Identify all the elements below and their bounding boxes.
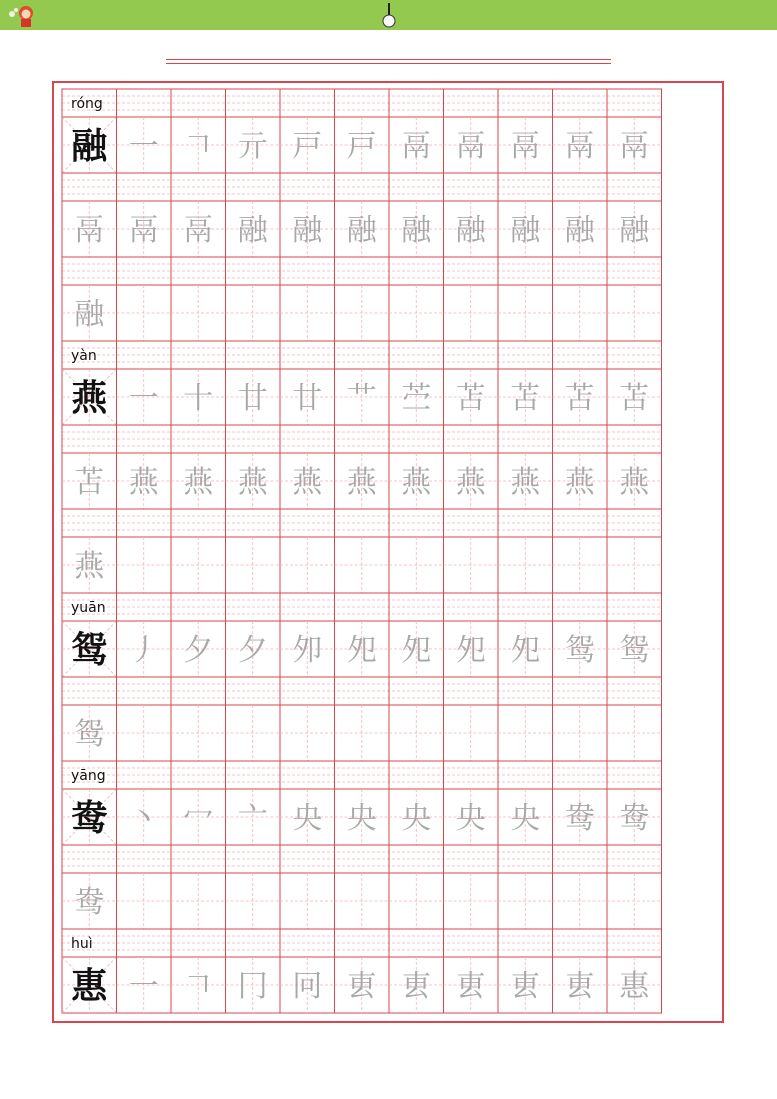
stroke-order-step: 夗 — [510, 633, 541, 668]
stroke-order-step: 一 — [128, 129, 159, 164]
tianzige-cell[interactable] — [171, 537, 226, 593]
stroke-order-step: 融 — [74, 297, 105, 332]
stroke-order-step: 亓 — [237, 129, 268, 164]
stroke-order-step: 燕 — [564, 465, 595, 500]
pinyin-label: huì — [71, 936, 93, 952]
pinyin-band-border — [62, 677, 662, 705]
tianzige-cell[interactable] — [171, 621, 226, 677]
pinyin-band-border — [62, 761, 662, 789]
tianzige-cell[interactable] — [389, 201, 444, 257]
tianzige-cell[interactable] — [335, 705, 390, 761]
tianzige-cell[interactable] — [498, 201, 553, 257]
tianzige-cell[interactable] — [117, 621, 172, 677]
pinyin-band-border — [62, 257, 662, 285]
stroke-order-step: 燕 — [455, 465, 486, 500]
stroke-order-step: 苫 — [619, 381, 650, 416]
tianzige-grid — [54, 83, 722, 1021]
tianzige-cell[interactable] — [62, 873, 117, 929]
stroke-order-step: 鬲 — [74, 213, 105, 248]
tianzige-cell[interactable] — [226, 789, 281, 845]
model-character: 燕 — [71, 378, 108, 419]
stroke-order-step: 夗 — [401, 633, 432, 668]
tianzige-cell[interactable] — [226, 201, 281, 257]
tianzige-cell[interactable] — [607, 369, 662, 425]
character-row — [62, 621, 662, 677]
pinyin-label: yuān — [71, 600, 106, 616]
tianzige-cell[interactable] — [444, 789, 499, 845]
tianzige-cell[interactable] — [498, 789, 553, 845]
tianzige-cell[interactable] — [607, 621, 662, 677]
stroke-order-step: 央 — [292, 801, 323, 836]
tianzige-cell[interactable] — [444, 369, 499, 425]
tianzige-cell[interactable] — [335, 285, 390, 341]
pinyin-band-border — [62, 929, 662, 957]
tianzige-cell[interactable] — [553, 369, 608, 425]
tianzige-cell[interactable] — [389, 369, 444, 425]
stroke-order-step: 燕 — [237, 465, 268, 500]
tianzige-cell[interactable] — [62, 537, 117, 593]
tianzige-cell[interactable] — [280, 537, 335, 593]
stroke-order-step: 融 — [455, 213, 486, 248]
cartoon-girl-icon — [6, 4, 36, 28]
stroke-order-step: 燕 — [619, 465, 650, 500]
tianzige-cell[interactable] — [226, 537, 281, 593]
tianzige-cell[interactable] — [389, 705, 444, 761]
tianzige-cell[interactable] — [607, 705, 662, 761]
stroke-order-step: 融 — [401, 213, 432, 248]
tianzige-cell[interactable] — [498, 957, 553, 1013]
tianzige-cell[interactable] — [62, 705, 117, 761]
stroke-order-step: 燕 — [346, 465, 377, 500]
tianzige-cell[interactable] — [226, 705, 281, 761]
tianzige-cell[interactable] — [607, 537, 662, 593]
pinyin-band — [62, 425, 662, 453]
character-row — [62, 873, 662, 929]
tianzige-cell[interactable] — [117, 789, 172, 845]
tianzige-cell[interactable] — [553, 957, 608, 1013]
stroke-order-step: 央 — [401, 801, 432, 836]
tianzige-cell[interactable] — [389, 957, 444, 1013]
tianzige-cell[interactable] — [117, 957, 172, 1013]
tianzige-cell[interactable] — [280, 789, 335, 845]
tianzige-cell[interactable] — [335, 621, 390, 677]
tianzige-cell[interactable] — [389, 873, 444, 929]
stroke-order-step: 廿 — [237, 381, 268, 416]
stroke-order-step: 叀 — [346, 969, 377, 1004]
stroke-order-step: 廿 — [292, 381, 323, 416]
stroke-order-step: 央 — [455, 801, 486, 836]
pinyin-label: yāng — [71, 768, 106, 784]
tianzige-cell[interactable] — [171, 285, 226, 341]
tianzige-cell[interactable] — [335, 369, 390, 425]
pinyin-band-border — [62, 593, 662, 621]
tianzige-cell[interactable] — [553, 201, 608, 257]
stroke-order-step: 鬲 — [564, 129, 595, 164]
pinyin-label: yàn — [71, 348, 97, 364]
stroke-order-step: 丶 — [128, 801, 159, 836]
stroke-order-step: 夘 — [292, 633, 323, 668]
tianzige-cell[interactable] — [280, 453, 335, 509]
stroke-order-step: 冂 — [237, 969, 268, 1004]
stroke-order-step: 燕 — [128, 465, 159, 500]
pinyin-band — [62, 509, 662, 537]
stroke-order-step: 𠃍 — [183, 129, 214, 164]
pinyin-band — [62, 341, 662, 369]
tianzige-cell[interactable] — [226, 369, 281, 425]
character-row — [62, 705, 662, 761]
stroke-order-step: 叀 — [401, 969, 432, 1004]
tianzige-cell[interactable] — [553, 789, 608, 845]
tianzige-cell[interactable] — [226, 117, 281, 173]
tianzige-cell[interactable] — [62, 285, 117, 341]
tianzige-cell[interactable] — [553, 453, 608, 509]
tianzige-cell[interactable] — [62, 789, 117, 845]
stroke-order-step: 苫 — [510, 381, 541, 416]
tianzige-cell[interactable] — [171, 117, 226, 173]
tianzige-cell[interactable] — [498, 873, 553, 929]
tianzige-cell[interactable] — [607, 957, 662, 1013]
pinyin-band — [62, 593, 662, 621]
stroke-order-step: 戸 — [346, 129, 377, 164]
title-rule-top — [166, 59, 611, 60]
character-row — [62, 789, 662, 845]
tianzige-cell[interactable] — [117, 453, 172, 509]
stroke-order-step: 鸯 — [74, 885, 105, 920]
pinyin-band-border — [62, 341, 662, 369]
character-row — [62, 369, 662, 425]
tianzige-cell[interactable] — [226, 957, 281, 1013]
tianzige-cell[interactable] — [280, 957, 335, 1013]
tianzige-cell[interactable] — [335, 117, 390, 173]
character-row — [62, 537, 662, 593]
stroke-order-step: 夕 — [237, 633, 268, 668]
stroke-order-step: 鸳 — [619, 633, 650, 668]
tianzige-cell[interactable] — [280, 117, 335, 173]
tianzige-cell[interactable] — [607, 789, 662, 845]
tianzige-cell[interactable] — [389, 453, 444, 509]
tianzige-cell[interactable] — [335, 453, 390, 509]
stroke-order-step: 鸳 — [74, 717, 105, 752]
tianzige-cell[interactable] — [171, 201, 226, 257]
tianzige-cell[interactable] — [444, 957, 499, 1013]
tianzige-cell[interactable] — [280, 873, 335, 929]
top-banner — [0, 0, 777, 30]
pushpin-icon — [382, 3, 396, 29]
tianzige-cell[interactable] — [171, 957, 226, 1013]
stroke-order-step: 冋 — [292, 969, 323, 1004]
tianzige-cell[interactable] — [607, 453, 662, 509]
tianzige-cell[interactable] — [607, 285, 662, 341]
practice-sheet — [52, 81, 724, 1023]
pinyin-band — [62, 257, 662, 285]
tianzige-cell[interactable] — [280, 285, 335, 341]
tianzige-cell[interactable] — [335, 873, 390, 929]
stroke-order-step: 鸳 — [564, 633, 595, 668]
stroke-order-step: 燕 — [292, 465, 323, 500]
tianzige-cell[interactable] — [444, 117, 499, 173]
tianzige-cell[interactable] — [498, 369, 553, 425]
tianzige-cell[interactable] — [171, 705, 226, 761]
stroke-order-step: 融 — [237, 213, 268, 248]
tianzige-cell[interactable] — [62, 117, 117, 173]
tianzige-cell[interactable] — [498, 285, 553, 341]
model-character: 鸯 — [71, 798, 108, 839]
stroke-order-step: 鬲 — [128, 213, 159, 248]
tianzige-cell[interactable] — [607, 873, 662, 929]
model-character: 鸳 — [71, 630, 108, 671]
tianzige-cell[interactable] — [62, 957, 117, 1013]
tianzige-cell[interactable] — [553, 705, 608, 761]
stroke-order-step: 叀 — [455, 969, 486, 1004]
stroke-order-step: 苫 — [455, 381, 486, 416]
stroke-order-step: 融 — [292, 213, 323, 248]
stroke-order-step: 燕 — [510, 465, 541, 500]
stroke-order-step: 鬲 — [183, 213, 214, 248]
pinyin-band — [62, 89, 662, 117]
tianzige-cell[interactable] — [444, 285, 499, 341]
tianzige-cell[interactable] — [171, 369, 226, 425]
title-rule-bottom — [166, 63, 611, 64]
tianzige-cell[interactable] — [62, 621, 117, 677]
tianzige-cell[interactable] — [389, 537, 444, 593]
tianzige-cell[interactable] — [280, 705, 335, 761]
tianzige-cell[interactable] — [498, 453, 553, 509]
pinyin-band — [62, 845, 662, 873]
tianzige-cell[interactable] — [117, 285, 172, 341]
stroke-order-step: 鬲 — [510, 129, 541, 164]
tianzige-cell[interactable] — [389, 621, 444, 677]
stroke-order-step: 燕 — [401, 465, 432, 500]
stroke-order-step: 鬲 — [455, 129, 486, 164]
tianzige-cell[interactable] — [117, 369, 172, 425]
stroke-order-step: 叀 — [564, 969, 595, 1004]
pinyin-band-border — [62, 509, 662, 537]
tianzige-cell[interactable] — [171, 453, 226, 509]
tianzige-cell[interactable] — [117, 537, 172, 593]
stroke-order-step: 惠 — [619, 969, 650, 1004]
tianzige-cell[interactable] — [553, 117, 608, 173]
stroke-order-step: 央 — [510, 801, 541, 836]
tianzige-cell[interactable] — [280, 369, 335, 425]
tianzige-cell[interactable] — [444, 453, 499, 509]
stroke-order-step: 央 — [346, 801, 377, 836]
pinyin-band — [62, 761, 662, 789]
stroke-order-step: 融 — [346, 213, 377, 248]
tianzige-cell[interactable] — [553, 285, 608, 341]
tianzige-cell[interactable] — [226, 453, 281, 509]
character-row — [62, 957, 662, 1013]
pinyin-label: róng — [71, 96, 103, 112]
tianzige-cell[interactable] — [335, 201, 390, 257]
tianzige-cell[interactable] — [335, 957, 390, 1013]
tianzige-cell[interactable] — [498, 537, 553, 593]
stroke-order-step: 苎 — [401, 381, 432, 416]
tianzige-cell[interactable] — [117, 201, 172, 257]
tianzige-cell[interactable] — [444, 873, 499, 929]
stroke-order-step: 苫 — [564, 381, 595, 416]
stroke-order-step: 亠 — [237, 801, 268, 836]
stroke-order-step: 鸯 — [619, 801, 650, 836]
tianzige-cell[interactable] — [171, 789, 226, 845]
character-row — [62, 117, 662, 173]
stroke-order-step: 冖 — [183, 801, 214, 836]
tianzige-cell[interactable] — [498, 621, 553, 677]
tianzige-cell[interactable] — [280, 201, 335, 257]
tianzige-cell[interactable] — [171, 873, 226, 929]
stroke-order-step: 十 — [183, 381, 214, 416]
tianzige-cell[interactable] — [389, 117, 444, 173]
tianzige-cell[interactable] — [553, 621, 608, 677]
stroke-order-step: 叀 — [510, 969, 541, 1004]
pinyin-band-border — [62, 845, 662, 873]
tianzige-cell[interactable] — [498, 705, 553, 761]
stroke-order-step: 融 — [619, 213, 650, 248]
stroke-order-step: 丿 — [128, 633, 159, 668]
tianzige-cell[interactable] — [389, 789, 444, 845]
tianzige-cell[interactable] — [498, 117, 553, 173]
pinyin-band — [62, 929, 662, 957]
stroke-order-step: 融 — [510, 213, 541, 248]
tianzige-cell[interactable] — [335, 537, 390, 593]
character-row — [62, 453, 662, 509]
stroke-order-step: 燕 — [74, 549, 105, 584]
tianzige-cell[interactable] — [607, 117, 662, 173]
character-row — [62, 201, 662, 257]
model-character: 惠 — [71, 966, 108, 1007]
tianzige-cell[interactable] — [226, 285, 281, 341]
stroke-order-step: 苫 — [74, 465, 105, 500]
tianzige-cell[interactable] — [553, 873, 608, 929]
tianzige-cell[interactable] — [444, 705, 499, 761]
model-character: 融 — [71, 126, 108, 167]
tianzige-cell[interactable] — [444, 621, 499, 677]
stroke-order-step: 融 — [564, 213, 595, 248]
tianzige-cell[interactable] — [389, 285, 444, 341]
tianzige-cell[interactable] — [607, 201, 662, 257]
stroke-order-step: 鬲 — [401, 129, 432, 164]
pinyin-band — [62, 173, 662, 201]
tianzige-cell[interactable] — [62, 201, 117, 257]
pinyin-band-border — [62, 173, 662, 201]
stroke-order-step: 夗 — [455, 633, 486, 668]
stroke-order-step: 鸯 — [564, 801, 595, 836]
tianzige-cell[interactable] — [444, 201, 499, 257]
character-row — [62, 285, 662, 341]
stroke-order-step: 鬲 — [619, 129, 650, 164]
stroke-order-step: 𠃍 — [183, 969, 214, 1004]
stroke-order-step: 戸 — [292, 129, 323, 164]
tianzige-cell[interactable] — [117, 873, 172, 929]
tianzige-cell[interactable] — [117, 705, 172, 761]
stroke-order-step: 燕 — [183, 465, 214, 500]
tianzige-cell[interactable] — [335, 789, 390, 845]
stroke-order-step: 夕 — [183, 633, 214, 668]
tianzige-cell[interactable] — [226, 873, 281, 929]
tianzige-cell[interactable] — [226, 621, 281, 677]
stroke-order-step: 一 — [128, 969, 159, 1004]
pinyin-band-border — [62, 89, 662, 117]
stroke-order-step: 夗 — [346, 633, 377, 668]
stroke-order-step: 一 — [128, 381, 159, 416]
pinyin-band-border — [62, 425, 662, 453]
tianzige-cell[interactable] — [62, 453, 117, 509]
tianzige-cell[interactable] — [62, 369, 117, 425]
pinyin-band — [62, 677, 662, 705]
tianzige-cell[interactable] — [117, 117, 172, 173]
tianzige-cell[interactable] — [553, 537, 608, 593]
tianzige-cell[interactable] — [280, 621, 335, 677]
stroke-order-step: 艹 — [346, 381, 377, 416]
tianzige-cell[interactable] — [444, 537, 499, 593]
